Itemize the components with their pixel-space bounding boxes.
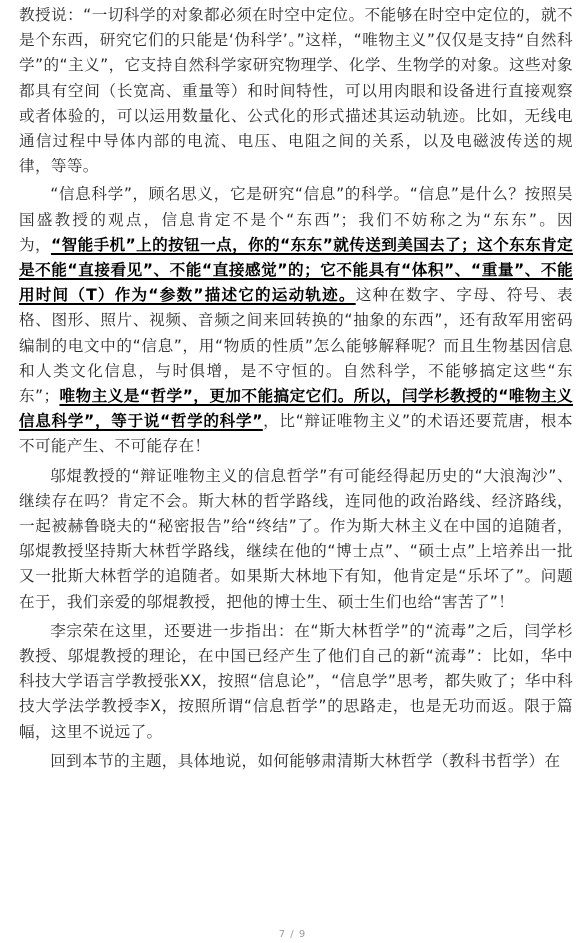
page-number: 7 / 9 bbox=[278, 929, 307, 940]
paragraph-4-text: 李宗荣在这里，还要进一步指出：在“斯大林哲学”的“流毒”之后，闫学杉教授、邬焜教授的理论，在中国已经产生了他们自己的新“流毒”：比如，华中科技大学语言学教授张XX，按照“信息论”，“信息学”思考，都失败了；华中科技大学法学教授李X，按照所谓“信息哲学”的思路走，也是无功而返。限于篇幅，这里不说远了。 bbox=[19, 621, 573, 741]
paragraph-4 bbox=[19, 619, 573, 745]
paragraph-1-text: 教授说：“一切科学的对象都必须在时空中定位。不能够在时空中定位的，就不是个东西，研究它们的只能是‘伪科学’。”这样，“唯物主义”仅仅是支持“自然科学”的“主义”，它支持自然科学家研究物理学、化学、生物学的对象。这些对象都具有空间（长宽高、重量等）和时间特性，可以用肉眼和设备进行直接观察或者体验的，可以运用数量化、公式化的形式描述其运动轨迹。比如，无线电通信过程中导体内部的电流、电压、电阻之间的关系，以及电磁波传送的规律，等等。 bbox=[19, 6, 573, 176]
paragraph-2-text-2: 这种在数字、字母、符号、表格、图形、照片、视频、音频之间来回转换的“抽象的东西”，还有敌军用密码编制的电文中的“信息”，用“物质的性质”怎么能够解释呢？而且生物基因信息和人类文化信息，与时俱增，是不守恒的。自然科学，不能够搞定这些“东东”； bbox=[19, 286, 573, 406]
document-body bbox=[19, 3, 573, 774]
paragraph-2-text-1: “信息科学”，顾名思义，它是研究“信息”的科学。“信息”是什么？按照吴国盛教授的观点，信息肯定不是个“东西”；我们不妨称之为“东东”。因为， bbox=[19, 185, 573, 254]
paragraph-2-emphasis-1: “智能手机”上的按钮一点，你的“东东”就传送到美国去了；这个东东肯定是不能“直接看见”、不能“直接感觉”的；它不能具有“体积”、“重量”、不能用时间（T）作为“参数”描述它的运动轨迹。 bbox=[19, 235, 573, 305]
paragraph-1 bbox=[19, 3, 573, 179]
paragraph-3 bbox=[19, 464, 573, 615]
paragraph-2-emphasis-2: 唯物主义是“哲学”，更加不能搞定它们。所以，闫学杉教授的“唯物主义信息科学”，等于说“哲学的科学” bbox=[19, 387, 573, 431]
paragraph-5 bbox=[19, 749, 573, 774]
paragraph-2-text-3: ，比“辩证唯物主义”的术语还要荒唐，根本不可能产生、不可能存在！ bbox=[19, 412, 573, 456]
paragraph-5-text: 回到本节的主题，具体地说，如何能够肃清斯大林哲学（教科书哲学）在 bbox=[50, 751, 561, 770]
paragraph-3-text: 邬焜教授的“辩证唯物主义的信息哲学”有可能经得起历史的“大浪淘沙”、继续存在吗？肯定不会。斯大林的哲学路线，连同他的政治路线、经济路线，一起被赫鲁晓夫的“秘密报告”给“终结”了。作为斯大林主义在中国的追随者，邬焜教授坚持斯大林哲学路线，继续在他的“博士点”、“硕士点”上培养出一批又一批斯大林哲学的追随者。如果斯大林地下有知，他肯定是“乐坏了”。问题在于，我们亲爱的邬焜教授，把他的博士生、硕士生们也给“害苦了”！ bbox=[19, 466, 573, 611]
paragraph-2 bbox=[19, 182, 573, 459]
